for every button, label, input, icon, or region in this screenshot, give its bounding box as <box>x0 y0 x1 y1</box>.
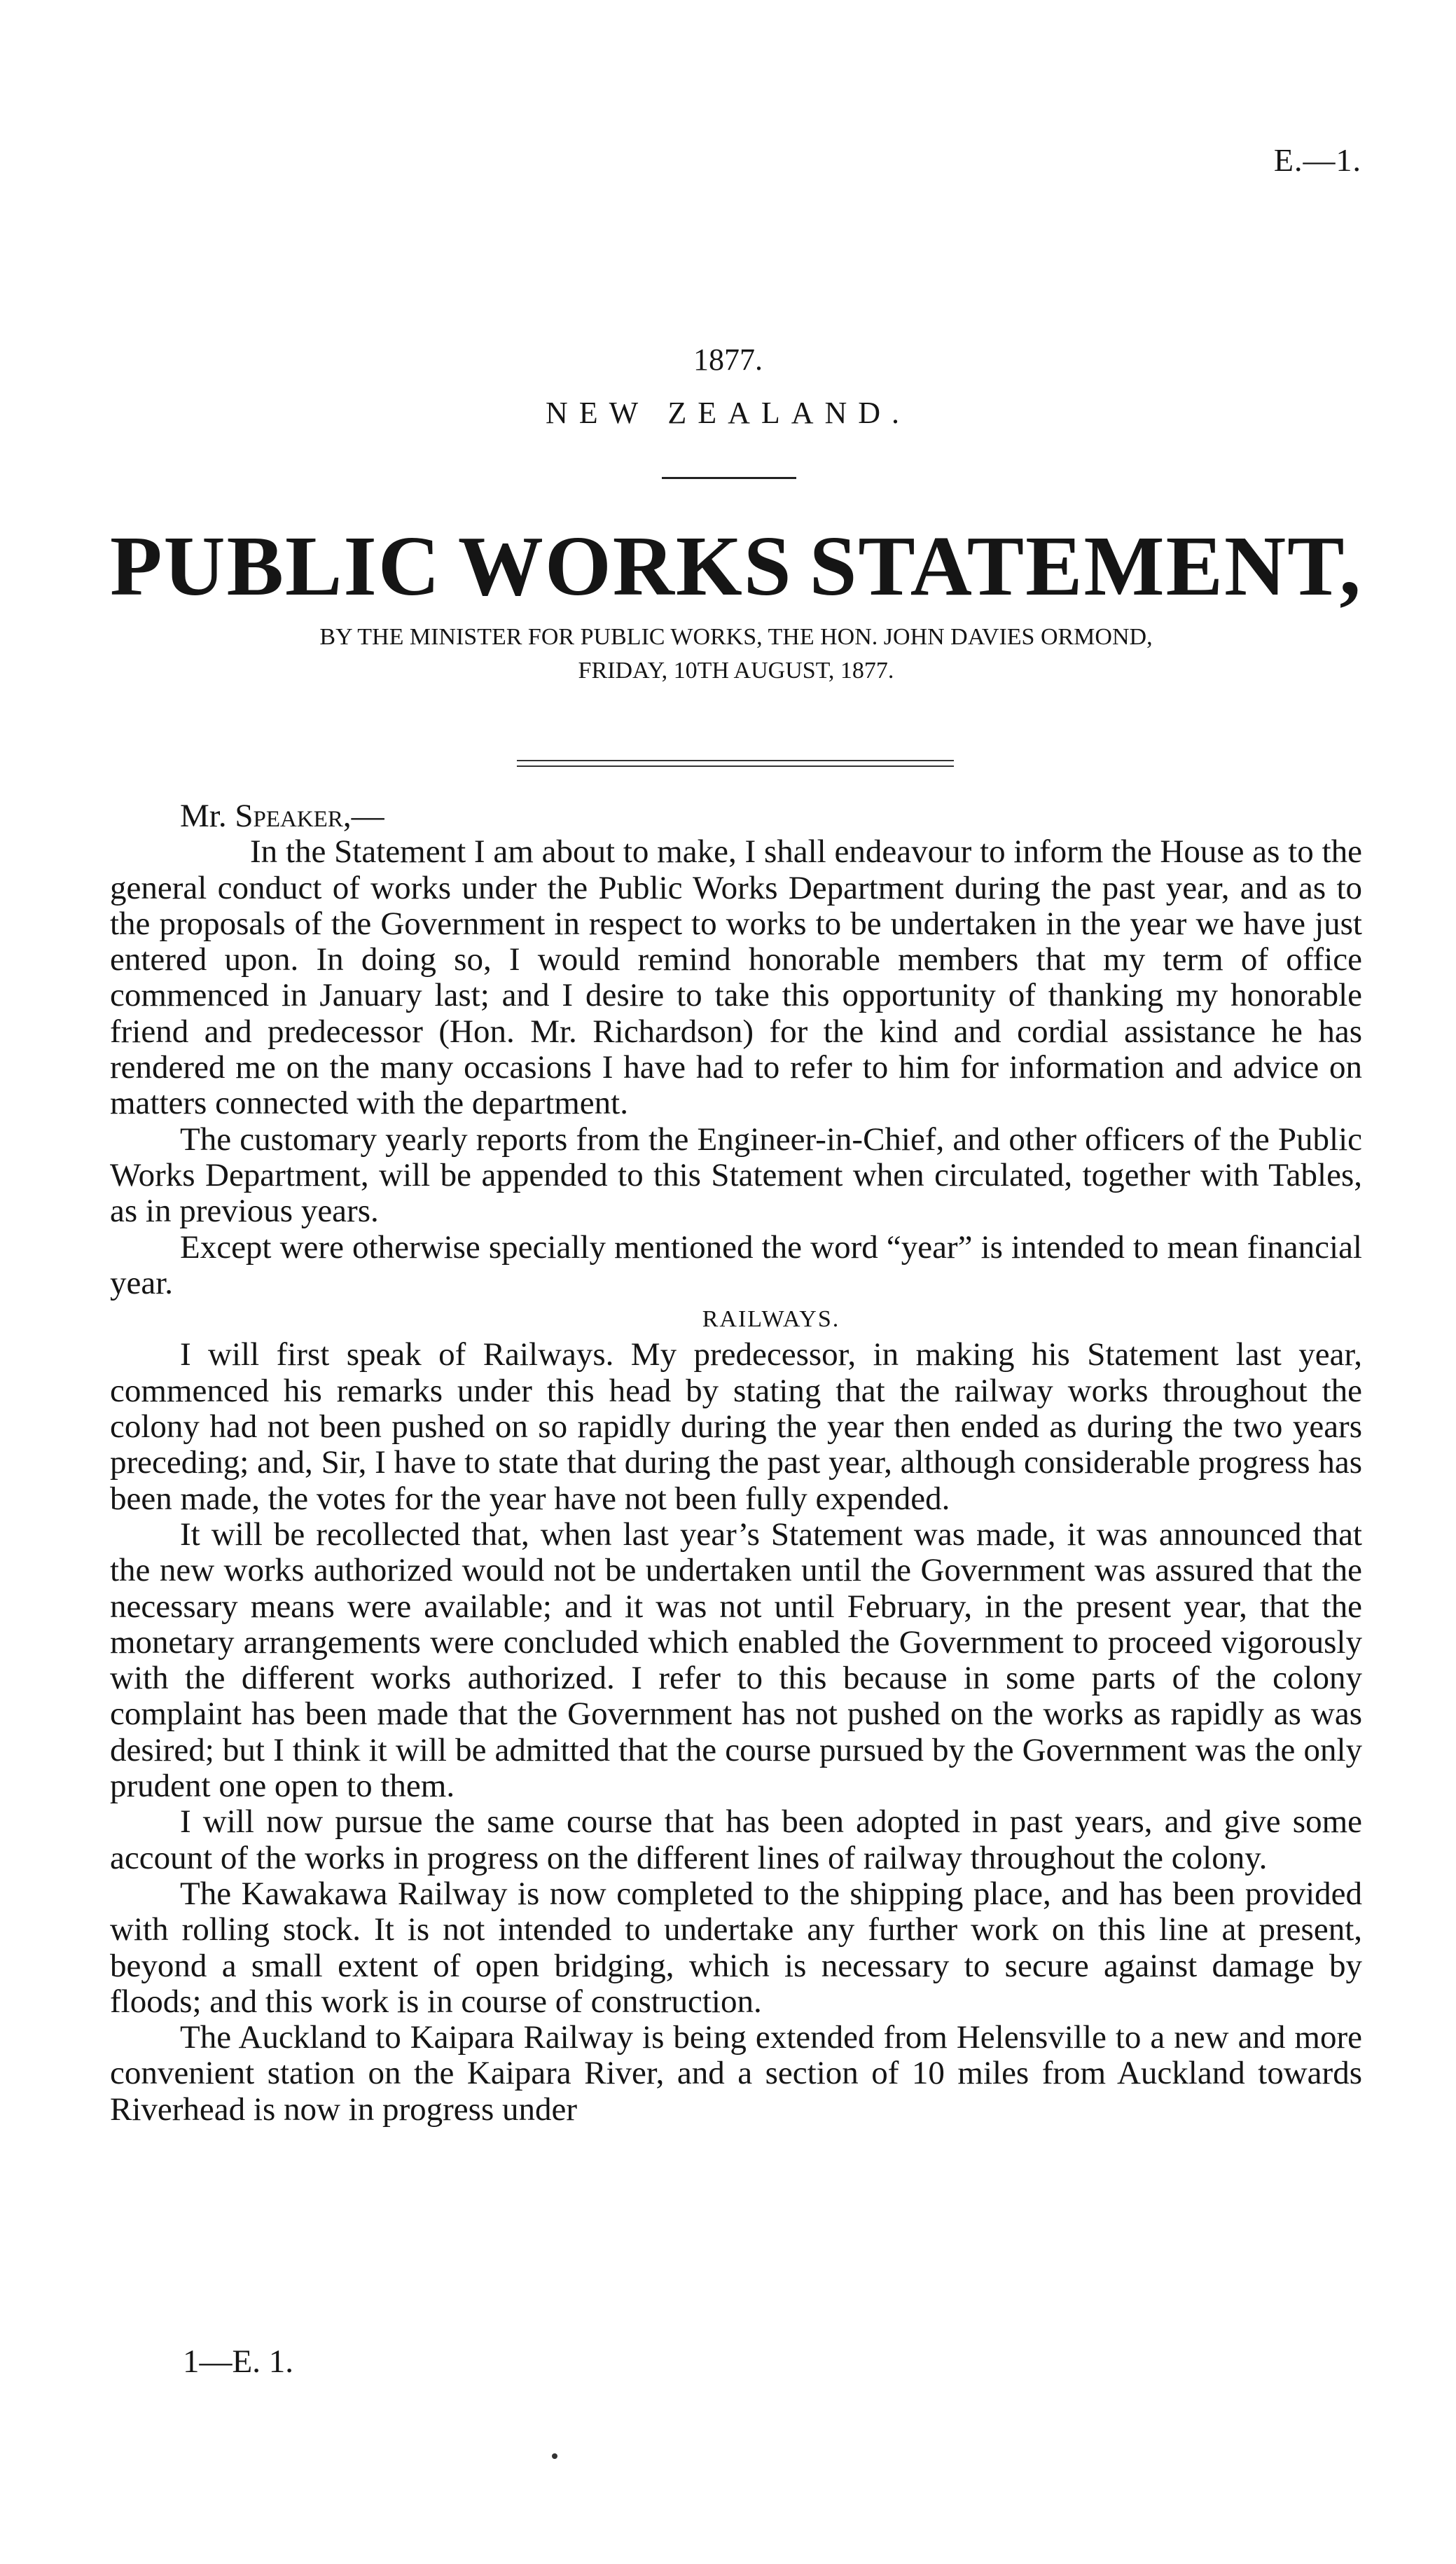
title-word-statement: STATEMENT, <box>809 519 1362 614</box>
byline <box>110 621 1362 688</box>
paragraph-kawakawa: The Kawakawa Railway is now completed to the shipping place, and has been provided with rolling stock. It is not intended to undertake any further work on this line at present, beyond a small extent of open bridging, which is necessary to secure against damage by floods; and this work is in course of construction. <box>110 1875 1362 2020</box>
short-divider <box>662 477 796 479</box>
print-mark <box>552 2453 557 2459</box>
page-title <box>110 519 1362 614</box>
double-divider <box>517 760 954 767</box>
country-heading: NEW ZEALAND. <box>545 396 911 430</box>
paragraph-course: I will now pursue the same course that has been adopted in past years, and give some account of the works in progress on the different lines of railway throughout the colony. <box>110 1803 1362 1876</box>
section-heading-railways: RAILWAYS. <box>702 1306 840 1333</box>
document-year: 1877. <box>693 342 763 377</box>
paragraph-auckland-kaipara: The Auckland to Kaipara Railway is being extended from Helensville to a new and more convenient station on the Kaipara River, and a section of 10 miles from Auckland towards Riverhead is now in progress under <box>110 2019 1362 2128</box>
paragraph-monetary-arrangements: It will be recollected that, when last year’s Statement was made, it was announced that the new works authorized would not be undertaken until the Government was assured that the necessary means were available; and it was not until February, in the present year, that the monetary arrangements were concluded which enabled the Government to proceed vigorously with the different works authorized. I refer to this because in some parts of the colony complaint has been made that the Government has not pushed on the works as rapidly as was desired; but I think it will be admitted that the course pursued by the Government was the only prudent one open to them. <box>110 1516 1362 1805</box>
paragraph-railways-progress: I will first speak of Railways. My predecessor, in making his Statement last year, commenced his remarks under this head by stating that the railway works throughout the colony had not been pushed on so rapidly during the year then ended as during the two years preceding; and, Sir, I have to state that during the past year, although considerable progress has been made, the votes for the year have not been fully expended. <box>110 1336 1362 1517</box>
page-reference: E.—1. <box>1273 142 1361 178</box>
byline-date: FRIDAY, 10TH AUGUST, 1877. <box>578 658 894 684</box>
title-word-public: PUBLIC <box>110 519 441 614</box>
byline-minister: BY THE MINISTER FOR PUBLIC WORKS, THE HON. JOHN DAVIES ORMOND, <box>319 624 1153 650</box>
title-word-works: WORKS <box>457 519 793 614</box>
paragraph-reports: The customary yearly reports from the Engineer-in-Chief, and other officers of the Public Works Department, will be appended to this Statement when circulated, together with Tables, as in previous years. <box>110 1121 1362 1230</box>
signature-reference: 1—E. 1. <box>183 2343 293 2380</box>
paragraph-intro: In the Statement I am about to make, I shall endeavour to inform the House as to the general conduct of works under the Public Works Department during the past year, and as to the proposals of the Government in respect to works to be undertaken in the year we have just entered upon. In doing so, I would remind honorable members that my term of office commenced in January last; and I desire to take this opportunity of thanking my honorable friend and predecessor (Hon. Mr. Richardson) for the kind and cordial assistance he has rendered me on the many occasions I have had to refer to him for information and advice on matters connected with the department. <box>110 833 1362 1122</box>
paragraph-year-definition: Except were otherwise specially mentioned the word “year” is intended to mean financial year. <box>110 1228 1362 1301</box>
salutation: Mr. Speaker,— <box>180 798 384 834</box>
statement-body <box>110 798 1362 2128</box>
